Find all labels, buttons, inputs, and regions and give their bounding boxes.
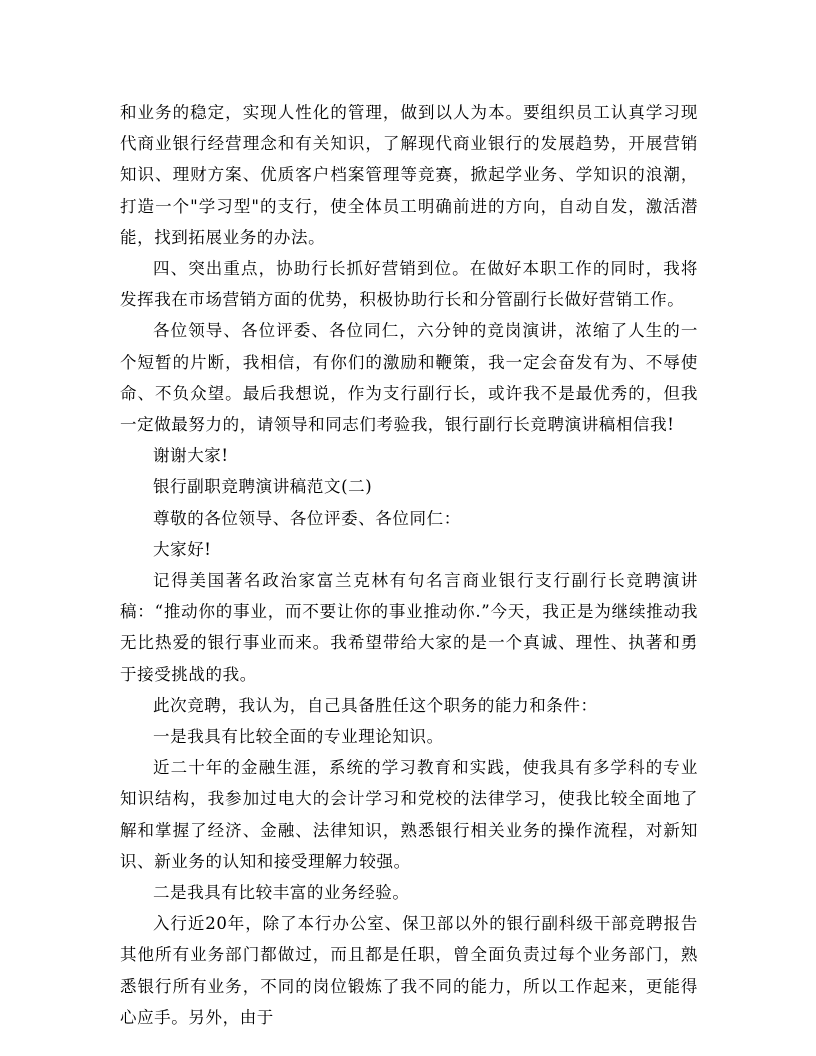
paragraph-13: 入行近20年，除了本行办公室、保卫部以外的银行副科级干部竞聘报告其他所有业务部门都做过，而且都是任职，曾全面负责过每个业务部门，熟悉银行所有业务，不同的岗位锻炼了我不同的能力，所以工作起来，更能得心应手。另外，由于	[120, 914, 698, 1027]
paragraph-11: 近二十年的金融生涯，系统的学习教育和实践，使我具有多学科的专业知识结构，我参加过电大的会计学习和党校的法律学习，使我比较全面地了解和掌握了经济、金融、法律知识，熟悉银行相关业务的操作流程，对新知识、新业务的认知和接受理解力较强。	[120, 758, 698, 871]
paragraph-8: 记得美国著名政治家富兰克林有句名言商业银行支行副行长竞聘演讲稿：“推动你的事业，而不要让你的事业推动你.”今天，我正是为继续推动我无比热爱的银行事业而来。我希望带给大家的是一个真诚、理性、执著和勇于接受挑战的我。	[120, 571, 698, 684]
paragraph-10: 一是我具有比较全面的专业理论知识。	[153, 727, 444, 747]
salutation: 尊敬的各位领导、各位评委、各位同仁：	[153, 508, 461, 528]
paragraph-2: 四、突出重点，协助行长抓好营销到位。在做好本职工作的同时，我将发挥我在市场营销方面的优势，积极协助行长和分管副行长做好营销工作。	[120, 259, 698, 310]
paragraph-3: 各位领导、各位评委、各位同仁，六分钟的竞岗演讲，浓缩了人生的一个短暂的片断，我相信，有你们的激励和鞭策，我一定会奋发有为、不辱使命、不负众望。最后我想说，作为支行副行长，或许我不是最优秀的，但我一定做最努力的，请领导和同志们考验我，银行副行长竞聘演讲稿相信我!	[120, 321, 698, 435]
paragraph-4: 谢谢大家!	[153, 446, 229, 466]
section-title: 银行副职竞聘演讲稿范文(二)	[153, 477, 373, 497]
paragraph-12: 二是我具有比较丰富的业务经验。	[153, 883, 410, 903]
paragraph-9: 此次竞聘，我认为，自己具备胜任这个职务的能力和条件：	[153, 695, 598, 715]
paragraph-1: 和业务的稳定，实现人性化的管理，做到以人为本。要组织员工认真学习现代商业银行经营理念和有关知识，了解现代商业银行的发展趋势，开展营销知识、理财方案、优质客户档案管理等竞赛，掀起学业务、学知识的浪潮，打造一个"学习型"的支行，使全体员工明确前进的方向，自动自发，激活潜能，找到拓展业务的办法。	[120, 103, 698, 247]
greeting: 大家好!	[153, 539, 212, 559]
document-body	[120, 97, 698, 1033]
